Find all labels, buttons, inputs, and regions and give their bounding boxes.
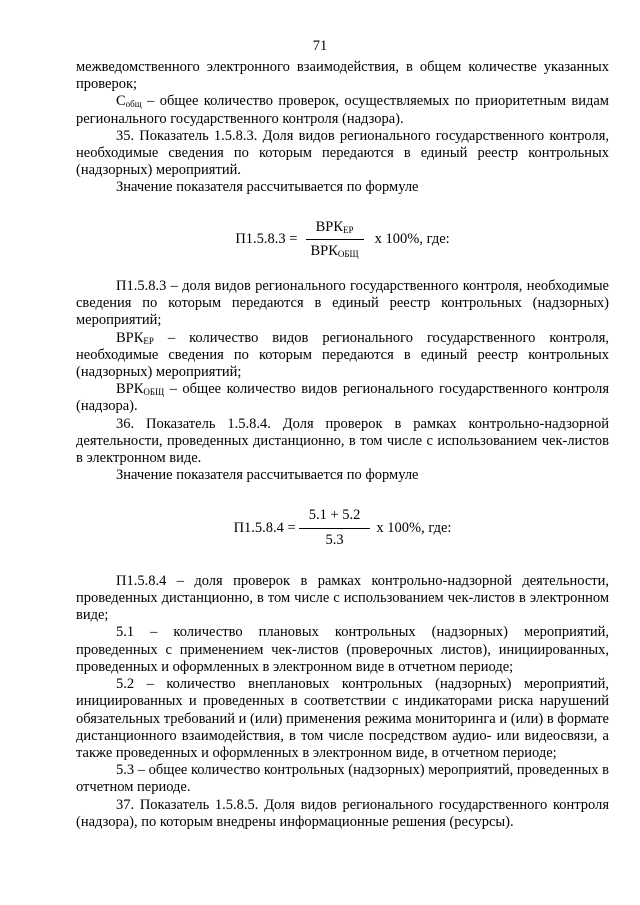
formula-fraction (300, 219, 368, 260)
paragraph-vrk-total (76, 381, 609, 415)
fraction-denominator (300, 240, 368, 260)
term-subscript: ЕР (143, 335, 154, 346)
indicator-36-heading: 36. Показатель 1.5.8.4. Доля проверок в рамках контрольно-надзорной деятельности, проведенных дистанционно, в том числе с использованием чек-листов в электронном виде. (76, 415, 609, 467)
definition: – общее количество проверок, осуществляемых по приоритетным видам регионального государственного контроля (надзора). (76, 93, 609, 127)
formula-rhs: х 100%, где: (374, 230, 450, 247)
formula-intro: Значение показателя рассчитывается по формуле (116, 467, 419, 484)
paragraph: П1.5.8.4 – доля проверок в рамках контрольно-надзорной деятельности, проведенных дистанционно, в том числе с использованием чек-листов в электронном виде; (76, 572, 609, 624)
term: ВРК (116, 381, 144, 398)
numerator-subscript: ЕР (343, 224, 354, 235)
term: ВРК (116, 329, 144, 346)
paragraph-vrk-er (76, 330, 609, 382)
formula-intro: Значение показателя рассчитывается по формуле (116, 179, 419, 196)
formula-lhs: П1.5.8.4 = (233, 519, 296, 536)
denominator-subscript: ОБЩ (337, 248, 359, 259)
fraction-numerator (306, 219, 364, 240)
formula-lhs: П1.5.8.3 = (235, 230, 298, 247)
term-subscript: общ (125, 99, 142, 110)
formula-fraction (299, 507, 371, 548)
indicator-37-heading: 37. Показатель 1.5.8.5. Доля видов регионального государственного контроля (надзора), по которым внедрены информационные решения (ресурсы). (76, 796, 609, 830)
paragraph: 5.2 – количество внеплановых контрольных (надзорных) мероприятий, инициированных и проведенных в соответствии с индикаторами риска нарушений обязательных требований и (или) применения режима мониторинга и (или) в формате дистанционного взаимодействия, в том числе посредством аудио- или видеосвязи, а также проведенных и оформленных в электронном виде, в отчетном периоде; (76, 676, 609, 761)
fraction-denominator: 5.3 (325, 531, 344, 548)
indicator-35-heading: 35. Показатель 1.5.8.3. Доля видов регионального государственного контроля, необходимые сведения по которым передаются в единый реестр контрольных (надзорных) мероприятий. (76, 127, 609, 179)
paragraph-c-total (76, 93, 609, 127)
fraction-numerator: 5.1 + 5.2 (299, 507, 371, 528)
formula-1-5-8-4 (76, 507, 609, 548)
formula-rhs: х 100%, где: (376, 519, 452, 536)
formula-1-5-8-3 (76, 219, 609, 260)
numerator-text: ВРК (315, 218, 343, 235)
term: С (116, 93, 126, 110)
paragraph: 5.3 – общее количество контрольных (надзорных) мероприятий, проведенных в отчетном периоде. (76, 762, 609, 796)
term-subscript: ОБЩ (143, 387, 165, 398)
paragraph: межведомственного электронного взаимодействия, в общем количестве указанных проверок; (76, 59, 609, 93)
paragraph: 5.1 – количество плановых контрольных (надзорных) мероприятий, проведенных с применением чек-листов (проверочных листов), инициированных, проведенных и оформленных в электронном виде в отчетном периоде; (76, 624, 609, 675)
page-number: 71 (312, 38, 328, 54)
denominator-text: ВРК (310, 242, 338, 259)
paragraph: П1.5.8.3 – доля видов регионального государственного контроля, необходимые сведения по которым передаются в единый реестр контрольных (надзорных) мероприятий; (76, 278, 609, 329)
definition: – количество видов регионального государственного контроля, необходимые сведения по которым передаются в единый реестр контрольных (надзорных) мероприятий; (76, 329, 609, 381)
definition: – общее количество видов регионального государственного контроля (надзора). (76, 381, 609, 415)
document-body (76, 59, 609, 831)
